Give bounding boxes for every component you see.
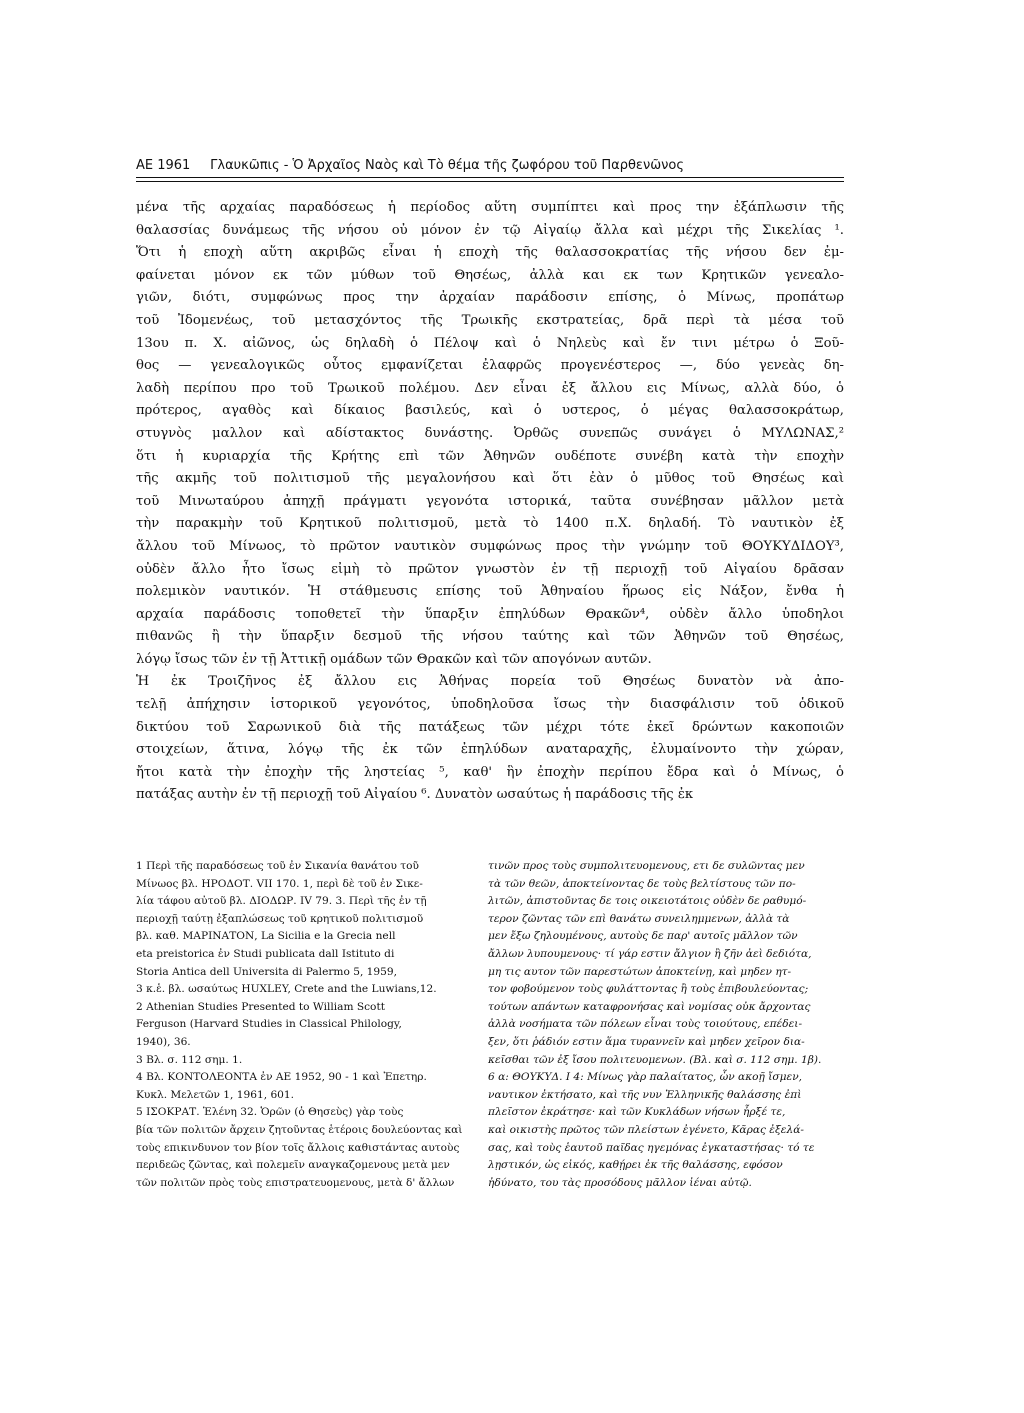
text-line: περιοχῇ ταύτῃ ἐξαπλώσεως τοῦ κρητικοῦ πολιτισμοῦ (136, 912, 424, 925)
text-line: Ἡ ἐκ Τροιζῆνος ἐξ ἄλλου εις Ἀθήνας πορεία τοῦ Θησέως δυνατὸν νὰ ἀπο- (136, 674, 844, 690)
text-line: τοὺς επικινδυνον τον βίον τοῖς ἄλλοις καθιστάντας αυτοὺς (136, 1141, 460, 1154)
text-line: καὶ οικιστὴς πρῶτος τῶν πλείστων ἐγένετο, Κᾶρας ἐξελά- (488, 1123, 804, 1136)
header-rule (136, 177, 844, 178)
running-title: Γλαυκῶπις - Ὁ Ἀρχαῖος Ναὸς καὶ Τὸ θέμα τῆς ζωφόρου τοῦ Παρθενῶνος (210, 158, 684, 173)
text-line: πιθανῶς ἢ τὴν ὕπαρξιν δεσμοῦ τῆς νήσου ταύτης καὶ τῶν Ἀθηνῶν τοῦ Θησέως, (136, 629, 844, 645)
text-line: πολεμικὸν ναυτικόν. Ἡ στάθμευσις επίσης τοῦ Ἀθηναίου ἥρωος εἰς Νάξον, ἔνθα ἡ (136, 584, 844, 600)
text-line: τελῇ ἀπήχησιν ἱστορικοῦ γεγονότος, ὑποδηλοῦσα ἴσως τὴν διασφάλισιν τοῦ ὁδικοῦ (136, 697, 844, 713)
text-line: Κυκλ. Μελετῶν 1, 1961, 601. (136, 1088, 295, 1101)
text-line: θος — γενεαλογικῶς οὗτος εμφανίζεται ἐλαφρῶς προγενέστερος —, δύο γενεὰς δη- (136, 358, 844, 374)
text-line: στοιχείων, ἅτινα, λόγῳ τῆς ἐκ τῶν ἐπηλύδων αναταραχῆς, ἐλυμαίνοντο τὴν χώραν, (136, 742, 844, 758)
text-line: τοῦ Ἰδομενέως, τοῦ μετασχόντος τῆς Τρωικῆς εκστρατείας, δρᾶ περὶ τὰ μέσα τοῦ (136, 312, 844, 328)
text-line: λόγῳ ἴσως τῶν ἐν τῇ Ἀττικῇ ομάδων τῶν Θρακῶν καὶ τῶν απογόνων αυτῶν. (136, 651, 652, 667)
text-line: βία τῶν πολιτῶν ἄρχειν ζητοῦντας ἑτέροις δουλεύοντας καὶ (136, 1123, 463, 1136)
header-rule-thin (136, 181, 844, 182)
text-line: τὰ τῶν θεῶν, ἀποκτείνοντας δε τοὺς βελτίστους τῶν πο- (488, 877, 796, 890)
text-line: οὐδὲν ἄλλο ἦτο ἴσως εἰμὴ τὸ πρῶτον γνωστὸν ἐν τῇ περιοχῇ τοῦ Αἰγαίου δρᾶσαν (136, 561, 844, 577)
text-line: Ὅτι ἡ εποχὴ αὕτη ακριβῶς εἶναι ἡ εποχὴ τῆς θαλασσοκρατίας τῆς νήσου δεν ἐμ- (136, 245, 844, 261)
text-line: ἤτοι κατὰ τὴν ἐποχὴν τῆς ληστείας ⁵, καθ' ἣν ἐποχὴν περίπου ἔδρα καὶ ὁ Μίνως, ὁ (136, 764, 844, 780)
text-line: τον φοβούμενον τοὺς φυλάττοντας ἢ τοὺς ἐπιβουλεύοντας; (488, 983, 809, 996)
text-line: μεν ἔξω ζηλουμένους, αυτοὺς δε παρ' αυτοῖς μᾶλλον τῶν (488, 930, 798, 943)
text-line: μένα τῆς αρχαίας παραδόσεως ἡ περίοδος αὕτη συμπίπτει καὶ προς την ἐξάπλωσιν τῆς (136, 200, 844, 215)
text-line: 6 α: ΘΟΥΚΥΔ. Ι 4: Μίνως γὰρ παλαίτατος, ὧν ακοῇ ἴσμεν, (488, 1071, 803, 1084)
text-line: περιδεῶς ζῶντας, καὶ πολεμεῖν αναγκαζομενους μετὰ μεν (136, 1159, 450, 1172)
text-line: Storia Antica dell Universita di Palermo 5, 1959, (136, 965, 398, 978)
text-line: γιῶν, διότι, συμφώνως προς την ἀρχαίαν παράδοσιν επίσης, ὁ Μίνως, προπάτωρ (136, 290, 844, 306)
main-text (136, 197, 844, 807)
text-line: τοῦ Μινωταύρου ἀπηχῇ πράγματι γεγονότα ιστορικά, ταῦτα συνέβησαν μᾶλλον μετὰ (136, 493, 844, 509)
text-line: 3 Βλ. σ. 112 σημ. 1. (136, 1053, 243, 1066)
text-line: στυγνὸς μαλλον καὶ αδίστακτος δυνάστης. Ὀρθῶς συνεπῶς συνάγει ὁ ΜΥΛΩΝΑΣ,² (136, 425, 844, 441)
text-line: 3 κ.ἑ. βλ. ωσαύτως HUXLEY, Crete and the Luwians,12. (136, 983, 437, 996)
page (136, 0, 844, 1413)
text-line: ἠδύνατο, του τὰς προσόδους μᾶλλον ἰέναι αὐτῷ. (488, 1176, 752, 1189)
text-line: ξεν, ὅτι ῥάδιόν εστιν ἅμα τυραννεῖν καὶ μηδεν χεῖρον δια- (488, 1035, 805, 1048)
text-line: λῃστικόν, ὡς εἰκός, καθῄρει ἐκ τῆς θαλάσσης, εφόσον (488, 1159, 783, 1172)
text-line: σας, καὶ τοὺς ἑαυτοῦ παῖδας ηγεμόνας ἐγκαταστήσας· τό τε (488, 1141, 815, 1154)
text-line: 13ου π. Χ. αἰῶνος, ὡς δηλαδὴ ὁ Πέλοψ καὶ ὁ Νηλεὺς καὶ ἔν τινι μέτρω ὁ Ξοῦ- (136, 335, 844, 351)
text-line: φαίνεται μόνον εκ τῶν μύθων τοῦ Θησέως, ἀλλὰ και εκ των Κρητικῶν γενεαλο- (136, 267, 844, 283)
text-line: μη τις αυτον τῶν παρεστώτων ἀποκτείνῃ, καὶ μηδεν ητ- (488, 965, 792, 978)
text-line: δικτύου τοῦ Σαρωνικοῦ διὰ τῆς πατάξεως τῶν μέχρι τότε ἐκεῖ δρώντων κακοποιῶν (136, 719, 844, 735)
text-line: θαλασσίας δυνάμεως τῆς νήσου οὐ μόνον ἐν τῷ Αἰγαίῳ ἄλλα καὶ μέχρι τῆς Σικελίας ¹. (136, 222, 844, 238)
text-line: πατάξας αυτὴν ἐν τῇ περιοχῇ τοῦ Αἰγαίου ⁶. Δυνατὸν ωσαύτως ἡ παράδοσις τῆς ἐκ (136, 787, 694, 803)
journal-ref: ΑΕ 1961 (136, 158, 191, 173)
text-line: βλ. καθ. ΜΑΡΙΝΑΤΟΝ, La Sicilia e la Grecia nell (136, 930, 396, 943)
text-line: τούτων απάντων καταφρονήσας καὶ νομίσας οὐκ ἄρχοντας (488, 1000, 811, 1013)
text-line: ἄλλου τοῦ Μίνωος, τὸ πρῶτον ναυτικὸν συμφώνως προς τὴν γνώμην τοῦ ΘΟΥΚΥΔΙΔΟΥ³, (136, 538, 844, 554)
text-line: αρχαία παράδοσις τοποθετεῖ τὴν ὕπαρξιν ἐπηλύδων Θρακῶν⁴, οὐδὲν ἄλλο ὑποδηλοι (136, 606, 844, 622)
text-line: λιτῶν, ἀπιστοῦντας δε τοις οικειοτάτοις οὐδὲν δε ραθυμό- (488, 895, 807, 908)
text-line: 4 Βλ. ΚΟΝΤΟΛΕΟΝΤΑ ἐν ΑΕ 1952, 90 - 1 καὶ Ἐπετηρ. (136, 1071, 427, 1084)
text-line: ἀλλὰ νοσήματα τῶν πόλεων εἶναι τοὺς τοιούτους, επέδει- (488, 1018, 803, 1031)
text-line: τῆς ακμῆς τοῦ πολιτισμοῦ τῆς μεγαλονήσου καὶ ὅτι ἐὰν ὁ μῦθος τοῦ Θησέως καὶ (136, 471, 844, 487)
text-line: eta preistorica ἐν Studi publicata dall Istituto di (136, 947, 395, 960)
text-line: 1940), 36. (136, 1035, 191, 1048)
text-line: λία τάφου αὐτοῦ βλ. ΔΙΟΔΩΡ. IV 79. 3. Περὶ τῆς ἐν τῇ (136, 895, 427, 908)
text-line: τερον ζῶντας τῶν επὶ θανάτω συνειλημμενων, ἀλλὰ τὰ (488, 912, 790, 925)
text-line: Ferguson (Harvard Studies in Classical Philology, (136, 1018, 402, 1031)
text-line: πρότερος, αγαθὸς καὶ δίκαιος βασιλεύς, καὶ ὁ υστερος, ὁ μέγας θαλασσοκράτωρ, (136, 403, 844, 419)
text-line: 2 Athenian Studies Presented to William Scott (136, 1000, 385, 1013)
text-line: ναυτικον ἐκτήσατο, καὶ τῆς νυν Ἑλληνικῆς θαλάσσης ἐπὶ (488, 1088, 802, 1101)
text-line: κεῖσθαι τῶν ἐξ ἴσου πολιτευομενων. (Βλ. καὶ σ. 112 σημ. 1β). (488, 1053, 822, 1066)
footnotes-left (136, 858, 476, 1192)
footnotes-right (488, 858, 844, 1192)
text-line: λαδὴ περίπου προ τοῦ Τρωικοῦ πολέμου. Δεν εἶναι ἐξ ἄλλου εις Μίνως, αλλὰ δύο, ὁ (136, 380, 844, 396)
running-header (136, 158, 844, 173)
text-line: πλεῖστον ἐκράτησε· καὶ τῶν Κυκλάδων νήσων ἦρξέ τε, (488, 1106, 786, 1119)
text-line: 1 Περὶ τῆς παραδόσεως τοῦ ἐν Σικανία θανάτου τοῦ (136, 860, 419, 872)
text-line: τῶν πολιτῶν πρὸς τοὺς επιστρατευομενους, μετὰ δ' ἄλλων (136, 1176, 455, 1189)
text-line: ἄλλων λυπουμενους· τί γάρ εστιν ἄλγιον ἢ ζῆν ἀεὶ δεδιότα, (488, 947, 812, 960)
text-line: τὴν παρακμὴν τοῦ Κρητικοῦ πολιτισμοῦ, μετὰ τὸ 1400 π.Χ. δηλαδή. Τὸ ναυτικὸν ἐξ (136, 516, 844, 532)
text-line: 5 ΙΣΟΚΡΑΤ. Ἑλένη 32. Ὁρῶν (ὁ Θησεὺς) γὰρ τοὺς (136, 1106, 404, 1119)
text-line: Μίνωος βλ. ΗΡΟΔΟΤ. VII 170. 1, περὶ δὲ τοῦ ἐν Σικε- (136, 877, 423, 890)
text-line: τινῶν προς τοὺς συμπολιτευομενους, ετι δε συλῶντας μεν (488, 860, 805, 872)
text-line: ὅτι ἡ κυριαρχία τῆς Κρήτης επὶ τῶν Ἀθηνῶν ουδέποτε συνέβη κατὰ τὴν εποχὴν (136, 448, 844, 464)
